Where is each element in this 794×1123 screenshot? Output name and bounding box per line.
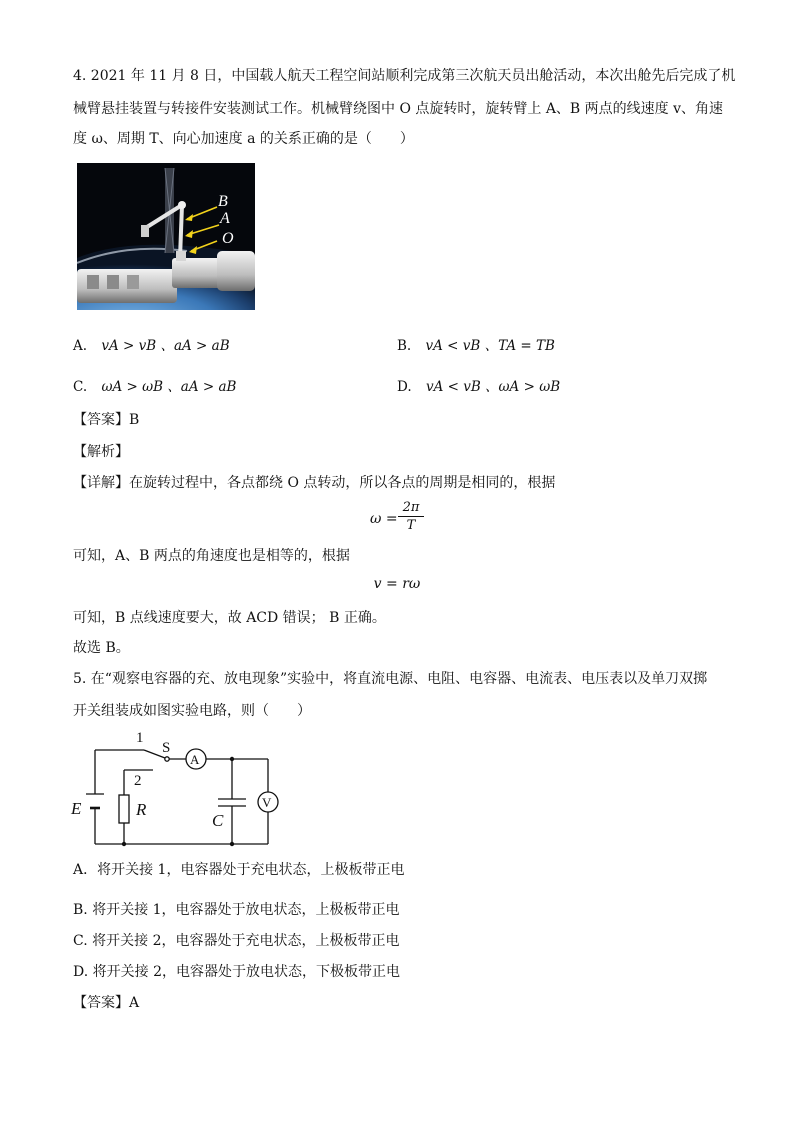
label-o: O [222, 230, 234, 247]
formula-v-r-omega: v = rω [373, 576, 421, 592]
analysis-tag: 【解析】 [73, 444, 129, 460]
q4-option-c[interactable] [73, 375, 236, 395]
q5-option-d[interactable]: D. 将开关接 2，电容器处于放电状态，下极板带正电 [73, 964, 400, 980]
detail-tag: 【详解】 [73, 475, 129, 491]
detail-text-1: 在旋转过程中，各点都绕 O 点转动，所以各点的周期是相同的，根据 [129, 475, 556, 491]
detail-line-4: 故选 B。 [73, 640, 130, 656]
switch-pos-2-label: 2 [134, 773, 142, 789]
q4-option-d-text: vA < vB 、ωA > ωB [425, 379, 561, 395]
q4-option-c-label: C. [73, 379, 88, 395]
q5-stem-line-1: 5. 在“观察电容器的充、放电现象”实验中，将直流电源、电阻、电容器、电流表、电压表以及单刀双掷 [73, 671, 708, 687]
voltmeter-label: V [262, 795, 272, 810]
q5-option-b[interactable]: B. 将开关接 1，电容器处于放电状态，上极板带正电 [73, 902, 400, 918]
q4-option-b[interactable] [397, 334, 555, 354]
detail-line-3: 可知，B 点线速度要大，故 ACD 错误； B 正确。 [73, 610, 386, 626]
detail-line-2: 可知，A、B 两点的角速度也是相等的，根据 [73, 548, 350, 564]
q4-option-d-label: D. [397, 379, 412, 395]
q4-option-b-label: B. [397, 338, 412, 354]
source-e-label: E [71, 799, 82, 818]
switch-pos-1-label: 1 [136, 730, 144, 746]
q4-option-a[interactable] [73, 334, 230, 354]
q5-answer-value: A [129, 995, 140, 1011]
label-a: A [220, 210, 230, 227]
q4-option-a-text: vA > vB 、aA > aB [101, 338, 230, 354]
switch-s-label: S [162, 740, 171, 756]
q4-option-c-text: ωA > ωB 、aA > aB [101, 379, 237, 395]
q5-answer [73, 993, 139, 1013]
formula-omega-denominator: T [406, 518, 416, 533]
answer-tag: 【答案】 [73, 412, 129, 428]
answer-value: B [129, 412, 140, 428]
detail-line-1 [73, 473, 555, 493]
circuit-diagram [68, 728, 288, 853]
q4-option-b-text: vA < vB 、TA = TB [425, 338, 555, 354]
q4-stem-line-2: 械臂悬挂装置与转接件安装测试工作。机械臂绕图中 O 点旋转时，旋转臂上 A、B 两点的线速度 v、角速 [73, 101, 724, 117]
space-station-robotic-arm-image [77, 163, 255, 310]
formula-omega-lhs: ω = [370, 511, 398, 527]
q5-option-a[interactable]: A．将开关接 1，电容器处于充电状态，上极板带正电 [73, 862, 405, 878]
q5-answer-tag: 【答案】 [73, 995, 129, 1011]
formula-omega [370, 500, 430, 540]
q4-stem-line-1: 4. 2021 年 11 月 8 日，中国载人航天工程空间站顺利完成第三次航天员出舱活动，本次出舱先后完成了机 [73, 68, 736, 84]
q4-option-a-label: A. [73, 338, 88, 354]
q4-stem-line-3: 度 ω、周期 T、向心加速度 a 的关系正确的是（ ） [73, 131, 414, 147]
capacitor-c-label: C [212, 811, 224, 830]
q5-stem-line-2: 开关组装成如图实验电路，则（ ） [73, 703, 311, 719]
label-b: B [218, 193, 228, 210]
formula-omega-numerator: 2π [402, 500, 420, 515]
ammeter-label: A [190, 752, 200, 767]
q4-option-d[interactable] [397, 375, 560, 395]
q4-answer [73, 410, 139, 430]
q5-option-c[interactable]: C. 将开关接 2，电容器处于充电状态，上极板带正电 [73, 933, 400, 949]
resistor-r-label: R [136, 800, 147, 819]
